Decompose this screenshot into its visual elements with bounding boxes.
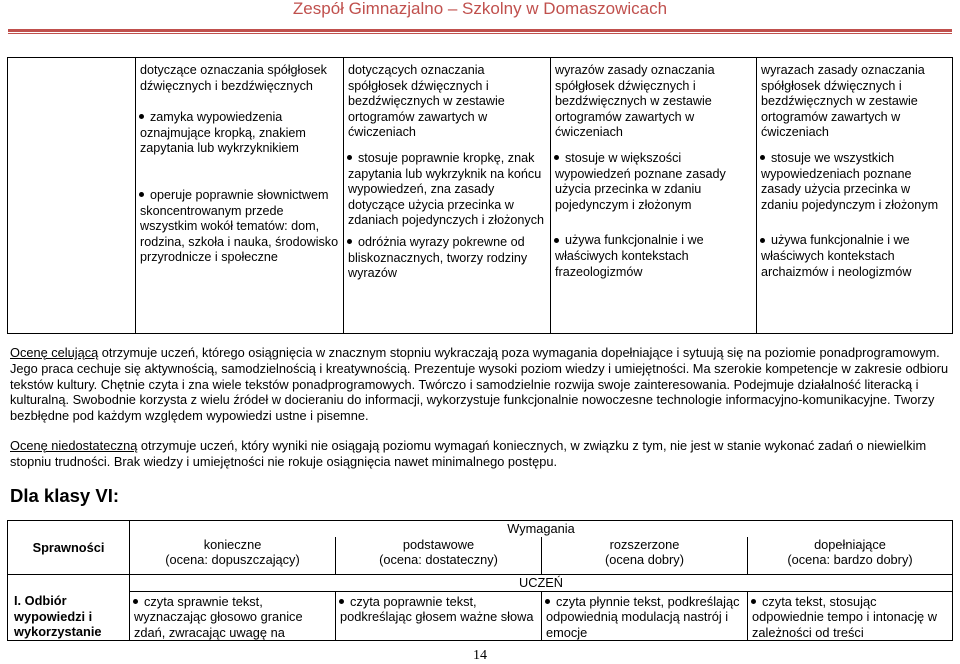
list-item: stosuje we wszystkich wypowiedzeniach poznane zasady użycia przecinka w zdaniu pojedynczym i złożonym (761, 150, 939, 212)
list-item: używa funkcjonalnie i we właściwych kontekstach archaizmów i neologizmów (761, 233, 912, 279)
list-item: czyta tekst, stosując odpowiednie tempo i intonację w zależności od treści (748, 591, 953, 641)
intro-text: dotyczące oznaczania spółgłosek dźwięcznych i bezdźwięcznych (140, 63, 327, 93)
sprawnosci-header: Sprawności (8, 521, 130, 575)
wymagania-header: Wymagania (130, 521, 953, 537)
bullet-icon (139, 192, 144, 197)
list-item: zamyka wypowiedzenia oznajmujące kropką, znakiem zapytania lub wykrzyknikiem (140, 110, 306, 156)
podstawowe-header: podstawowe (ocena: dostateczny) (336, 537, 542, 575)
empty-cell (8, 58, 136, 334)
dopelniajace-header: dopełniające (ocena: bardzo dobry) (748, 537, 953, 575)
list-item: używa funkcjonalnie i we właściwych kontekstach frazeologizmów (555, 233, 704, 279)
list-item: czyta płynnie tekst, podkreślając odpowiednią modulacją nastrój i emocje (542, 591, 748, 641)
list-item: czyta poprawnie tekst, podkreślając głosem ważne słowa (336, 591, 542, 641)
requirements-table-class6 (7, 520, 953, 641)
header-rule (8, 29, 952, 32)
empty-cell (8, 575, 130, 592)
bullet-icon (339, 599, 344, 604)
list-item: stosuje w większości wypowiedzeń poznane zasady użycia przecinka w zdaniu pojedynczym i złożonym (555, 150, 726, 212)
rozszerzone-header: rozszerzone (ocena dobry) (542, 537, 748, 575)
grade-niedostateczna-text: otrzymuje uczeń, który wyniki nie osiągają poziomu wymagań koniecznych, w związku z tym, nie jest w stanie wykonać zadań o niewielkim stopniu trudności. Brak wiedzy i umiejętności nie rokuje osiągnięcia nawet minimalnego postępu. (10, 438, 927, 469)
grade-celujaca-label: Ocenę celującą (10, 345, 99, 360)
konieczne-header: konieczne (ocena: dopuszczający) (130, 537, 336, 575)
grade-celujaca-text: otrzymuje uczeń, którego osiągnięcia w znacznym stopniu wykraczają poza wymagania dopełniające i sytuują się na poziomie ponadprogramowym. Jego praca cechuje się aktywnością, samodzielnością i kreatywnością. Prezentuje wysoki poziom wiedzy i umiejętności. Ma szerokie kompetencje w zakresie odbioru tekstów kultury. Chętnie czyta i zna wiele tekstów ponadprogramowych. Twórczo i samodzielnie rozwija swoje zainteresowania. Podejmuje działalność literacką i kulturalną. Swobodnie korzysta z wielu źródeł w docieraniu do informacji, wykorzystuje funkcjonalnie nowoczesne technologie informacyjno-komunikacyjne. Tworzy bezbłędne pod każdym względem wypowiedzi ustne i pisemne. (10, 345, 949, 424)
header-rule-thin (8, 33, 952, 34)
grade-niedostateczna-label: Ocenę niedostateczną (10, 438, 138, 453)
bullet-icon (347, 155, 352, 160)
intro-text: wyrazach zasady oznaczania spółgłosek dźwięcznych i bezdźwięcznych w zestawie ortogramów zawartych w ćwiczeniach (761, 63, 925, 140)
bullet-icon (554, 238, 559, 243)
list-item: stosuje poprawnie kropkę, znak zapytania lub wykrzyknik na końcu wypowiedzeń, zna zasady dotyczące użycia przecinka w zdaniach pojedynczych i złożonych (348, 150, 545, 228)
list-item: czyta sprawnie tekst, wyznaczając głosowo granice zdań, zwracając uwagę na (130, 591, 336, 641)
bullet-icon (545, 599, 550, 604)
school-name: Zespół Gimnazjalno – Szkolny w Domaszowicach (292, 0, 668, 18)
bullet-icon (139, 114, 144, 119)
bullet-icon (347, 239, 352, 244)
requirements-table-top (7, 57, 953, 334)
bullet-icon (760, 238, 765, 243)
bullet-icon (760, 155, 765, 160)
grade-celujaca-paragraph (10, 345, 950, 424)
bullet-icon (554, 155, 559, 160)
page-header (0, 0, 960, 28)
intro-text: dotyczących oznaczania spółgłosek dźwięcznych i bezdźwięcznych w zestawie ortogramów zawartych w ćwiczeniach (348, 63, 505, 140)
list-item: operuje poprawnie słownictwem skoncentrowanym przede wszystkim wokół tematów: dom, rodzina, szkoła i nauka, środowisko przyrodnicze i społeczne (140, 187, 339, 265)
section-odbior-label: I. Odbiór wypowiedzi i wykorzystanie (8, 591, 130, 641)
uczen-header: UCZEŃ (130, 575, 953, 592)
grade-niedostateczna-paragraph (10, 438, 950, 470)
bullet-icon (751, 599, 756, 604)
col-podstawowe-cell (344, 58, 551, 334)
intro-text: wyrazów zasady oznaczania spółgłosek dźwięcznych i bezdźwięcznych w zestawie ortogramów zawartych w ćwiczeniach (555, 63, 715, 140)
col-rozszerzone-cell (551, 58, 757, 334)
col-konieczne-cell (136, 58, 344, 334)
bullet-icon (133, 599, 138, 604)
page-number: 14 (473, 648, 487, 663)
col-dopelniajace-cell (757, 58, 953, 334)
section-heading: Dla klasy VI: (10, 485, 120, 506)
list-item: odróżnia wyrazy pokrewne od bliskoznacznych, tworzy rodziny wyrazów (348, 234, 528, 281)
